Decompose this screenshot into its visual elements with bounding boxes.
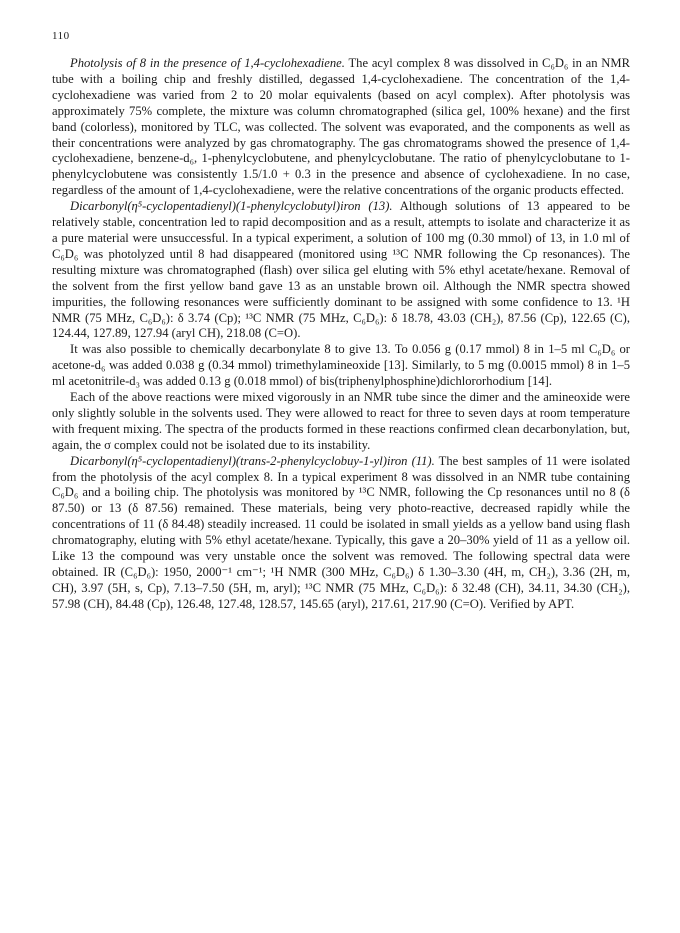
run-in-heading: Photolysis of 8 in the presence of 1,4-cyclohexadiene. <box>70 56 345 70</box>
paragraph-photolysis <box>52 56 630 199</box>
paragraph-text: Although solutions of 13 appeared to be relatively stable, concentration led to rapid decomposition and as a result, attempts to isolate and characterize it as a pure material were unsuccessful. In a typical experiment, a solution of 100 mg (0.30 mmol) of 13, in 1.0 ml of C₆D₆ was photolyzed until 8 had disappeared (monitored using ¹³C NMR following the Cp resonances). The resulting mixture was chromatographed (flash) over silica gel eluting with 5% ethyl acetate/hexane. Removal of the solvent from the first yellow band gave 13 as an unstable brown oil. Although the NMR spectra showed impurities, the following resonances were sufficiently dominant to be assigned with some confidence to 13. ¹H NMR (75 MHz, C₆D₆): δ 3.74 (Cp); ¹³C NMR (75 MHz, C₆D₆): δ 18.78, 43.03 (CH₂), 87.56 (Cp), 122.65 (C), 124.44, 127.89, 127.94 (aryl CH), 218.08 (C=O). <box>52 199 630 341</box>
paragraph-compound-11 <box>52 454 630 613</box>
run-in-heading: Dicarbonyl(η⁵-cyclopentadienyl)(1-phenylcyclobutyl)iron (13). <box>70 199 393 214</box>
paragraph-decarbonylation <box>52 342 630 390</box>
page-number: 110 <box>52 30 70 42</box>
paragraph-text: Each of the above reactions were mixed vigorously in an NMR tube since the dimer and the amineoxide were only slightly soluble in the solvents used. They were allowed to react for three to seven days at room temperature with frequent mixing. The spectra of the products formed in these reactions confirmed clean decarbonylation, but, again, the σ complex could not be isolated due to its instability. <box>52 390 630 452</box>
paragraph-text: The acyl complex 8 was dissolved in C₆D₆ in an NMR tube with a boiling chip and freshly distilled, degassed 1,4-cyclohexadiene. The concentration of the 1,4-cyclohexadiene was varied from 2 to 20 molar equivalents (based on acyl complex). After photolysis was approximately 75% complete, the mixture was column chromatographed (silica gel, 100% hexane) and the first band (colorless), monitored by TLC, was collected. The solvent was evaporated, and the components as well as their concentrations were analyzed by gas chromatography. The gas chromatograms showed the presence of 1,4-cyclohexadiene, benzene-d₆, 1-phenylcyclobutene, and phenylcyclobutane. The ratio of phenylcyclobutane to 1-phenylcyclobutene was consistently 1.5/1.0 + 0.3 in the presence and absence of cyclohexadiene. In no case, regardless of the amount of 1,4-cyclohexadiene, were the relative concentrations of the organic products effected. <box>52 56 631 198</box>
paragraph-text: It was also possible to chemically decarbonylate 8 to give 13. To 0.056 g (0.17 mmol) 8 in 1–5 ml C₆D₆ or acetone-d₆ was added 0.038 g (0.34 mmol) trimethylamineoxide [13]. Similarly, to 5 mg (0.0015 mmol) 8 in 1–5 ml acetonitrile-d₃ was added 0.13 g (0.018 mmol) of bis(triphenylphosphine)dichlororhodium [14]. <box>52 342 630 389</box>
paragraph-compound-13 <box>52 199 630 342</box>
paragraph-reaction-conditions <box>52 390 630 454</box>
run-in-heading: Dicarbonyl(η⁵-cyclopentadienyl)(trans-2-phenylcyclobuy-1-yl)iron (11). <box>70 453 435 468</box>
body-text <box>52 56 630 613</box>
paragraph-text: The best samples of 11 were isolated from the photolysis of the acyl complex 8. In a typical experiment 8 was dissolved in an NMR tube containing C₆D₆ and a boiling chip. The photolysis was monitored by ¹³C NMR, following the Cp resonances until no 8 (δ 87.50) or 13 (δ 87.56) remained. These materials, being very photo-reactive, decreased rapidly while the concentrations of 11 (δ 84.48) steadily increased. 11 could be isolated in small yields as a yellow band using flash chromatography, eluting with 5% ethyl acetate/hexane. Typically, this gave a 20–30% yield of 11 as a yellow oil. Like 13 the compound was very unstable once the solvent was removed. The following spectral data were obtained. IR (C₆D₆): 1950, 2000⁻¹ cm⁻¹; ¹H NMR (300 MHz, C₆D₆) δ 1.30–3.30 (4H, m, CH₂), 3.36 (2H, m, CH), 3.97 (5H, s, Cp), 7.13–7.50 (5H, m, aryl); ¹³C NMR (75 MHz, C₆D₆): δ 32.48 (CH), 34.11, 34.30 (CH₂), 57.98 (CH), 84.48 (Cp), 126.48, 127.48, 128.57, 145.65 (aryl), 217.61, 217.90 (C=O). Verified by APT. <box>52 453 631 611</box>
